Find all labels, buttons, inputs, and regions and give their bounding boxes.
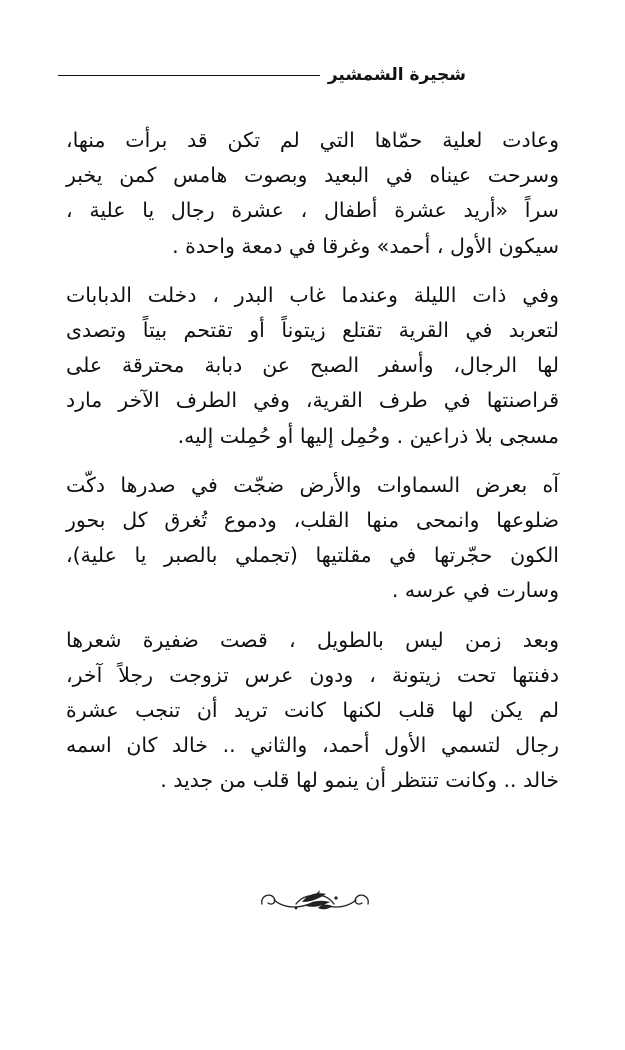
floral-ornament-icon bbox=[256, 884, 374, 920]
page-title: شجيرة الشمشير bbox=[327, 65, 466, 85]
text-line: مسجى بلا ذراعين . وحُمِل إليها أو حُمِلت إليه. bbox=[177, 423, 559, 448]
body-text bbox=[66, 123, 559, 813]
paragraph bbox=[66, 278, 559, 454]
text-line: وسرحت عيناه في البعيد وبصوت هامس كمن يخبر bbox=[66, 163, 559, 188]
text-line: وعادت لعلية حمّاها التي لم تكن قد برأت منها، bbox=[66, 128, 559, 152]
paragraph bbox=[66, 623, 559, 799]
text-line: دفنتها تحت زيتونة ، ودون عرس تزوجت رجلاً آخر، bbox=[66, 662, 559, 687]
text-line: رجال لتسمي الأول أحمد، والثاني .. خالد كان اسمه bbox=[66, 733, 559, 758]
text-line: ضلوعها وانمحى منها القلب، ودموع تُغرق كل بحور bbox=[66, 508, 559, 533]
paragraph bbox=[66, 468, 559, 609]
text-line: سراً «أريد عشرة أطفال ، عشرة رجال يا علية ، bbox=[66, 198, 559, 223]
text-line: وبعد زمن ليس بالطويل ، قصت ضفيرة شعرها bbox=[66, 627, 559, 652]
text-line: قراصنتها في طرف القرية، وفي الطرف الآخر مارد bbox=[66, 388, 559, 413]
text-line: وفي ذات الليلة وعندما غاب البدر ، دخلت الدبابات bbox=[66, 282, 559, 307]
text-line: لها الرجال، وأسفر الصبح عن دبابة محترقة على bbox=[66, 353, 559, 378]
text-line: وسارت في عرسه . bbox=[391, 578, 559, 603]
running-header bbox=[66, 60, 466, 90]
text-line: الكون حجّرتها في مقلتيها (تجملي بالصبر يا علية)، bbox=[66, 543, 559, 568]
text-line: آه بعرض السماوات والأرض ضجّت في صدرها دكّت bbox=[66, 472, 559, 497]
paragraph bbox=[66, 123, 559, 264]
text-line: سيكون الأول ، أحمد» وغرقا في دمعة واحدة . bbox=[172, 233, 559, 258]
text-line: لتعربد في القرية تقتلع زيتوناً أو تقتحم بيتاً وتصدى bbox=[66, 318, 559, 343]
header-rule bbox=[58, 75, 320, 76]
text-line: لم يكن لها قلب لكنها كانت تريد أن تنجب عشرة bbox=[66, 698, 559, 723]
text-line: خالد .. وكانت تنتظر أن ينمو لها قلب من جديد . bbox=[160, 768, 559, 793]
